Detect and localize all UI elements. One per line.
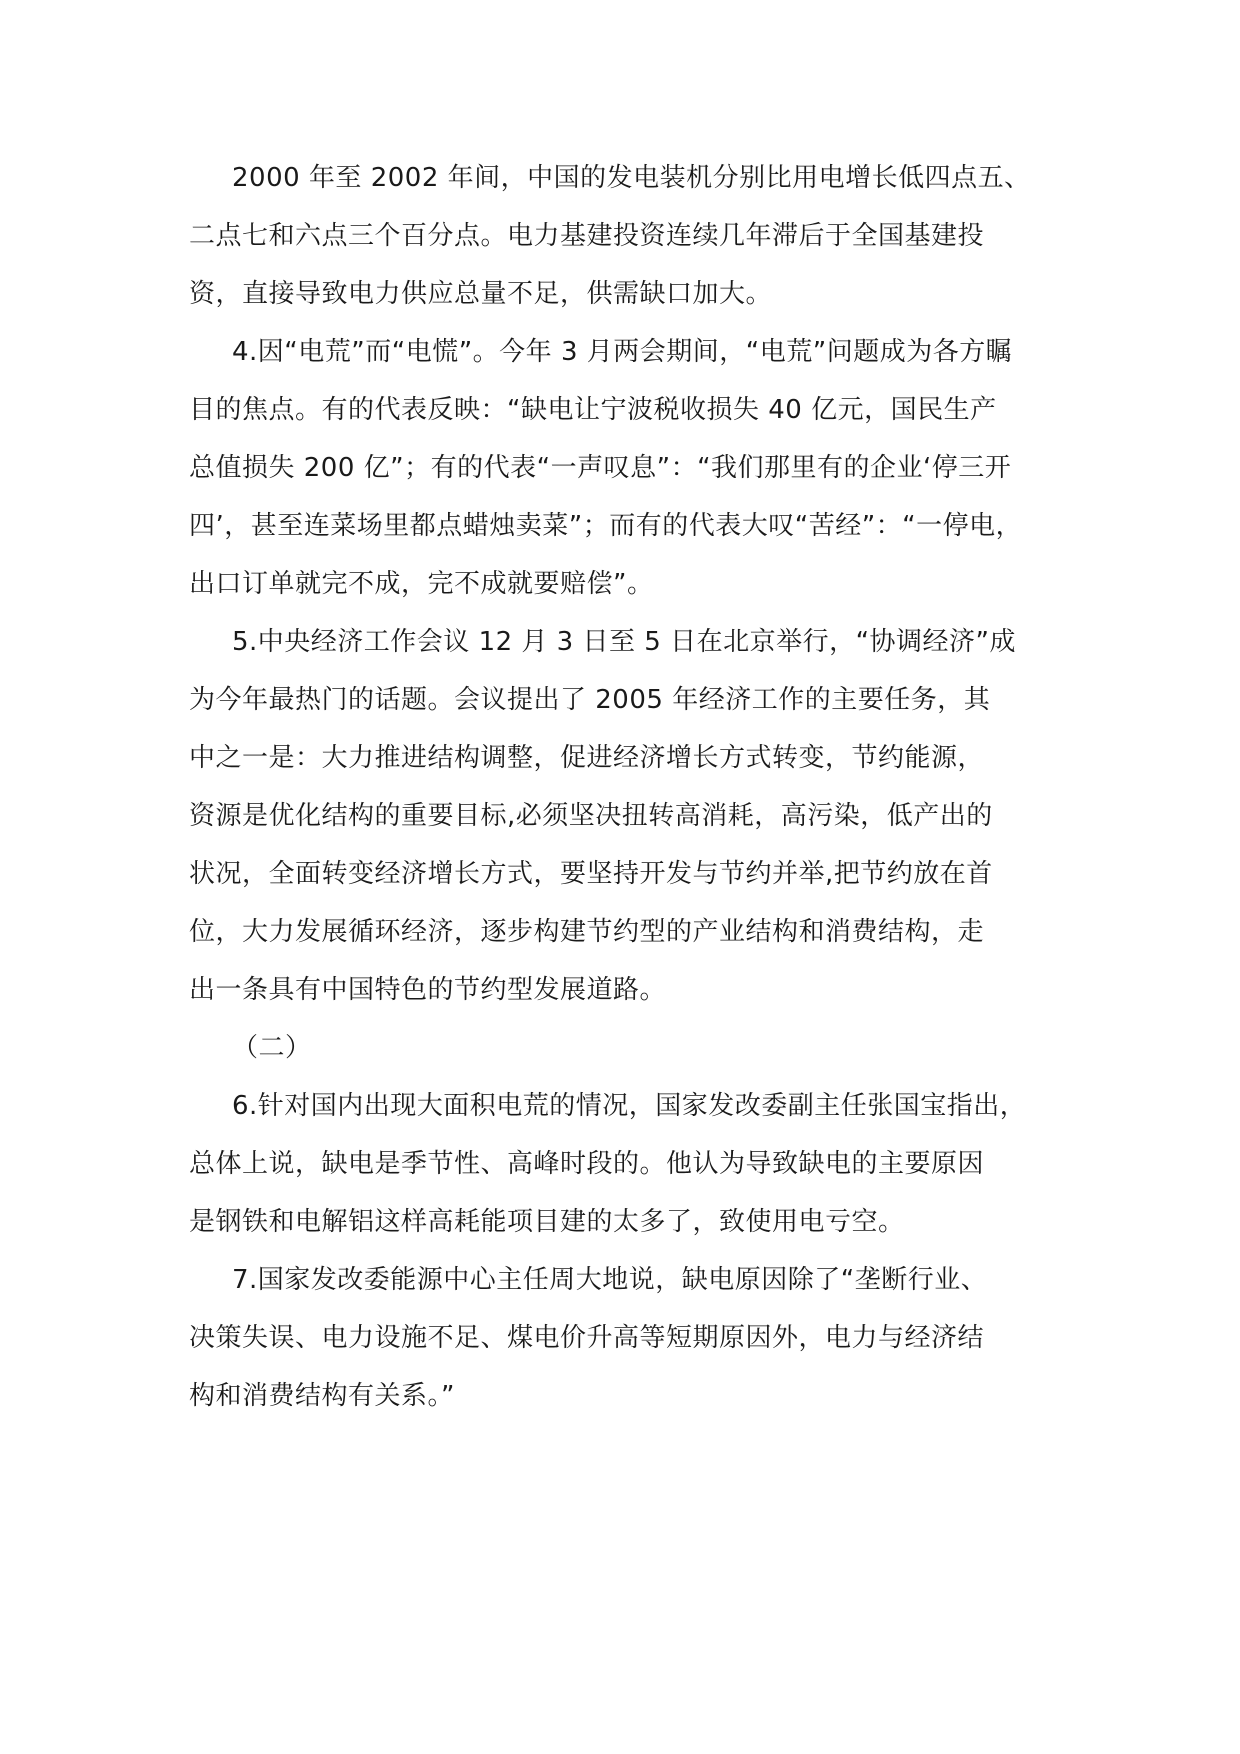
paragraph-5-line-5: 状况，全面转变经济增长方式，要坚持开发与节约并举,把节约放在首: [189, 859, 993, 889]
paragraph-5-line-1: 5.中央经济工作会议 12 月 3 日至 5 日在北京举行，“协调经济”成: [232, 627, 1017, 657]
paragraph-3-line-3: 资，直接导致电力供应总量不足，供需缺口加大。: [189, 279, 773, 309]
paragraph-4-line-3: 总值损失 200 亿”；有的代表“一声叹息”：“我们那里有的企业‘停三开: [189, 453, 1012, 483]
paragraph-4-line-1: 4.因“电荒”而“电慌”。今年 3 月两会期间，“电荒”问题成为各方瞩: [232, 337, 1013, 367]
section-heading-2: （二）: [232, 1033, 312, 1063]
paragraph-5-line-2: 为今年最热门的话题。会议提出了 2005 年经济工作的主要任务，其: [189, 685, 991, 715]
paragraph-3-line-2: 二点七和六点三个百分点。电力基建投资连续几年滞后于全国基建投: [189, 221, 985, 251]
paragraph-7-line-1: 7.国家发改委能源中心主任周大地说，缺电原因除了“垄断行业、: [232, 1265, 988, 1295]
paragraph-6-line-2: 总体上说，缺电是季节性、高峰时段的。他认为导致缺电的主要原因: [189, 1149, 985, 1179]
paragraph-4-line-2: 目的焦点。有的代表反映：“缺电让宁波税收损失 40 亿元，国民生产: [189, 395, 997, 425]
paragraph-5-line-3: 中之一是：大力推进结构调整，促进经济增长方式转变，节约能源，: [189, 743, 985, 773]
paragraph-6-line-1: 6.针对国内出现大面积电荒的情况，国家发改委副主任张国宝指出，: [232, 1091, 1027, 1121]
paragraph-4-line-5: 出口订单就完不成，完不成就要赔偿”。: [189, 569, 654, 599]
paragraph-6-line-3: 是钢铁和电解铝这样高耗能项目建的太多了，致使用电亏空。: [189, 1207, 905, 1237]
paragraph-3-line-1: 2000 年至 2002 年间，中国的发电装机分别比用电增长低四点五、: [232, 163, 1031, 193]
paragraph-7-line-2: 决策失误、电力设施不足、煤电价升高等短期原因外，电力与经济结: [189, 1323, 985, 1353]
paragraph-5-line-4: 资源是优化结构的重要目标,必须坚决扭转高消耗，高污染，低产出的: [189, 801, 993, 831]
paragraph-5-line-7: 出一条具有中国特色的节约型发展道路。: [189, 975, 667, 1005]
paragraph-7-line-3: 构和消费结构有关系。”: [189, 1381, 455, 1411]
paragraph-5-line-6: 位，大力发展循环经济，逐步构建节约型的产业结构和消费结构，走: [189, 917, 985, 947]
paragraph-4-line-4: 四’，甚至连菜场里都点蜡烛卖菜”；而有的代表大叹“苦经”：“一停电，: [189, 511, 1023, 541]
